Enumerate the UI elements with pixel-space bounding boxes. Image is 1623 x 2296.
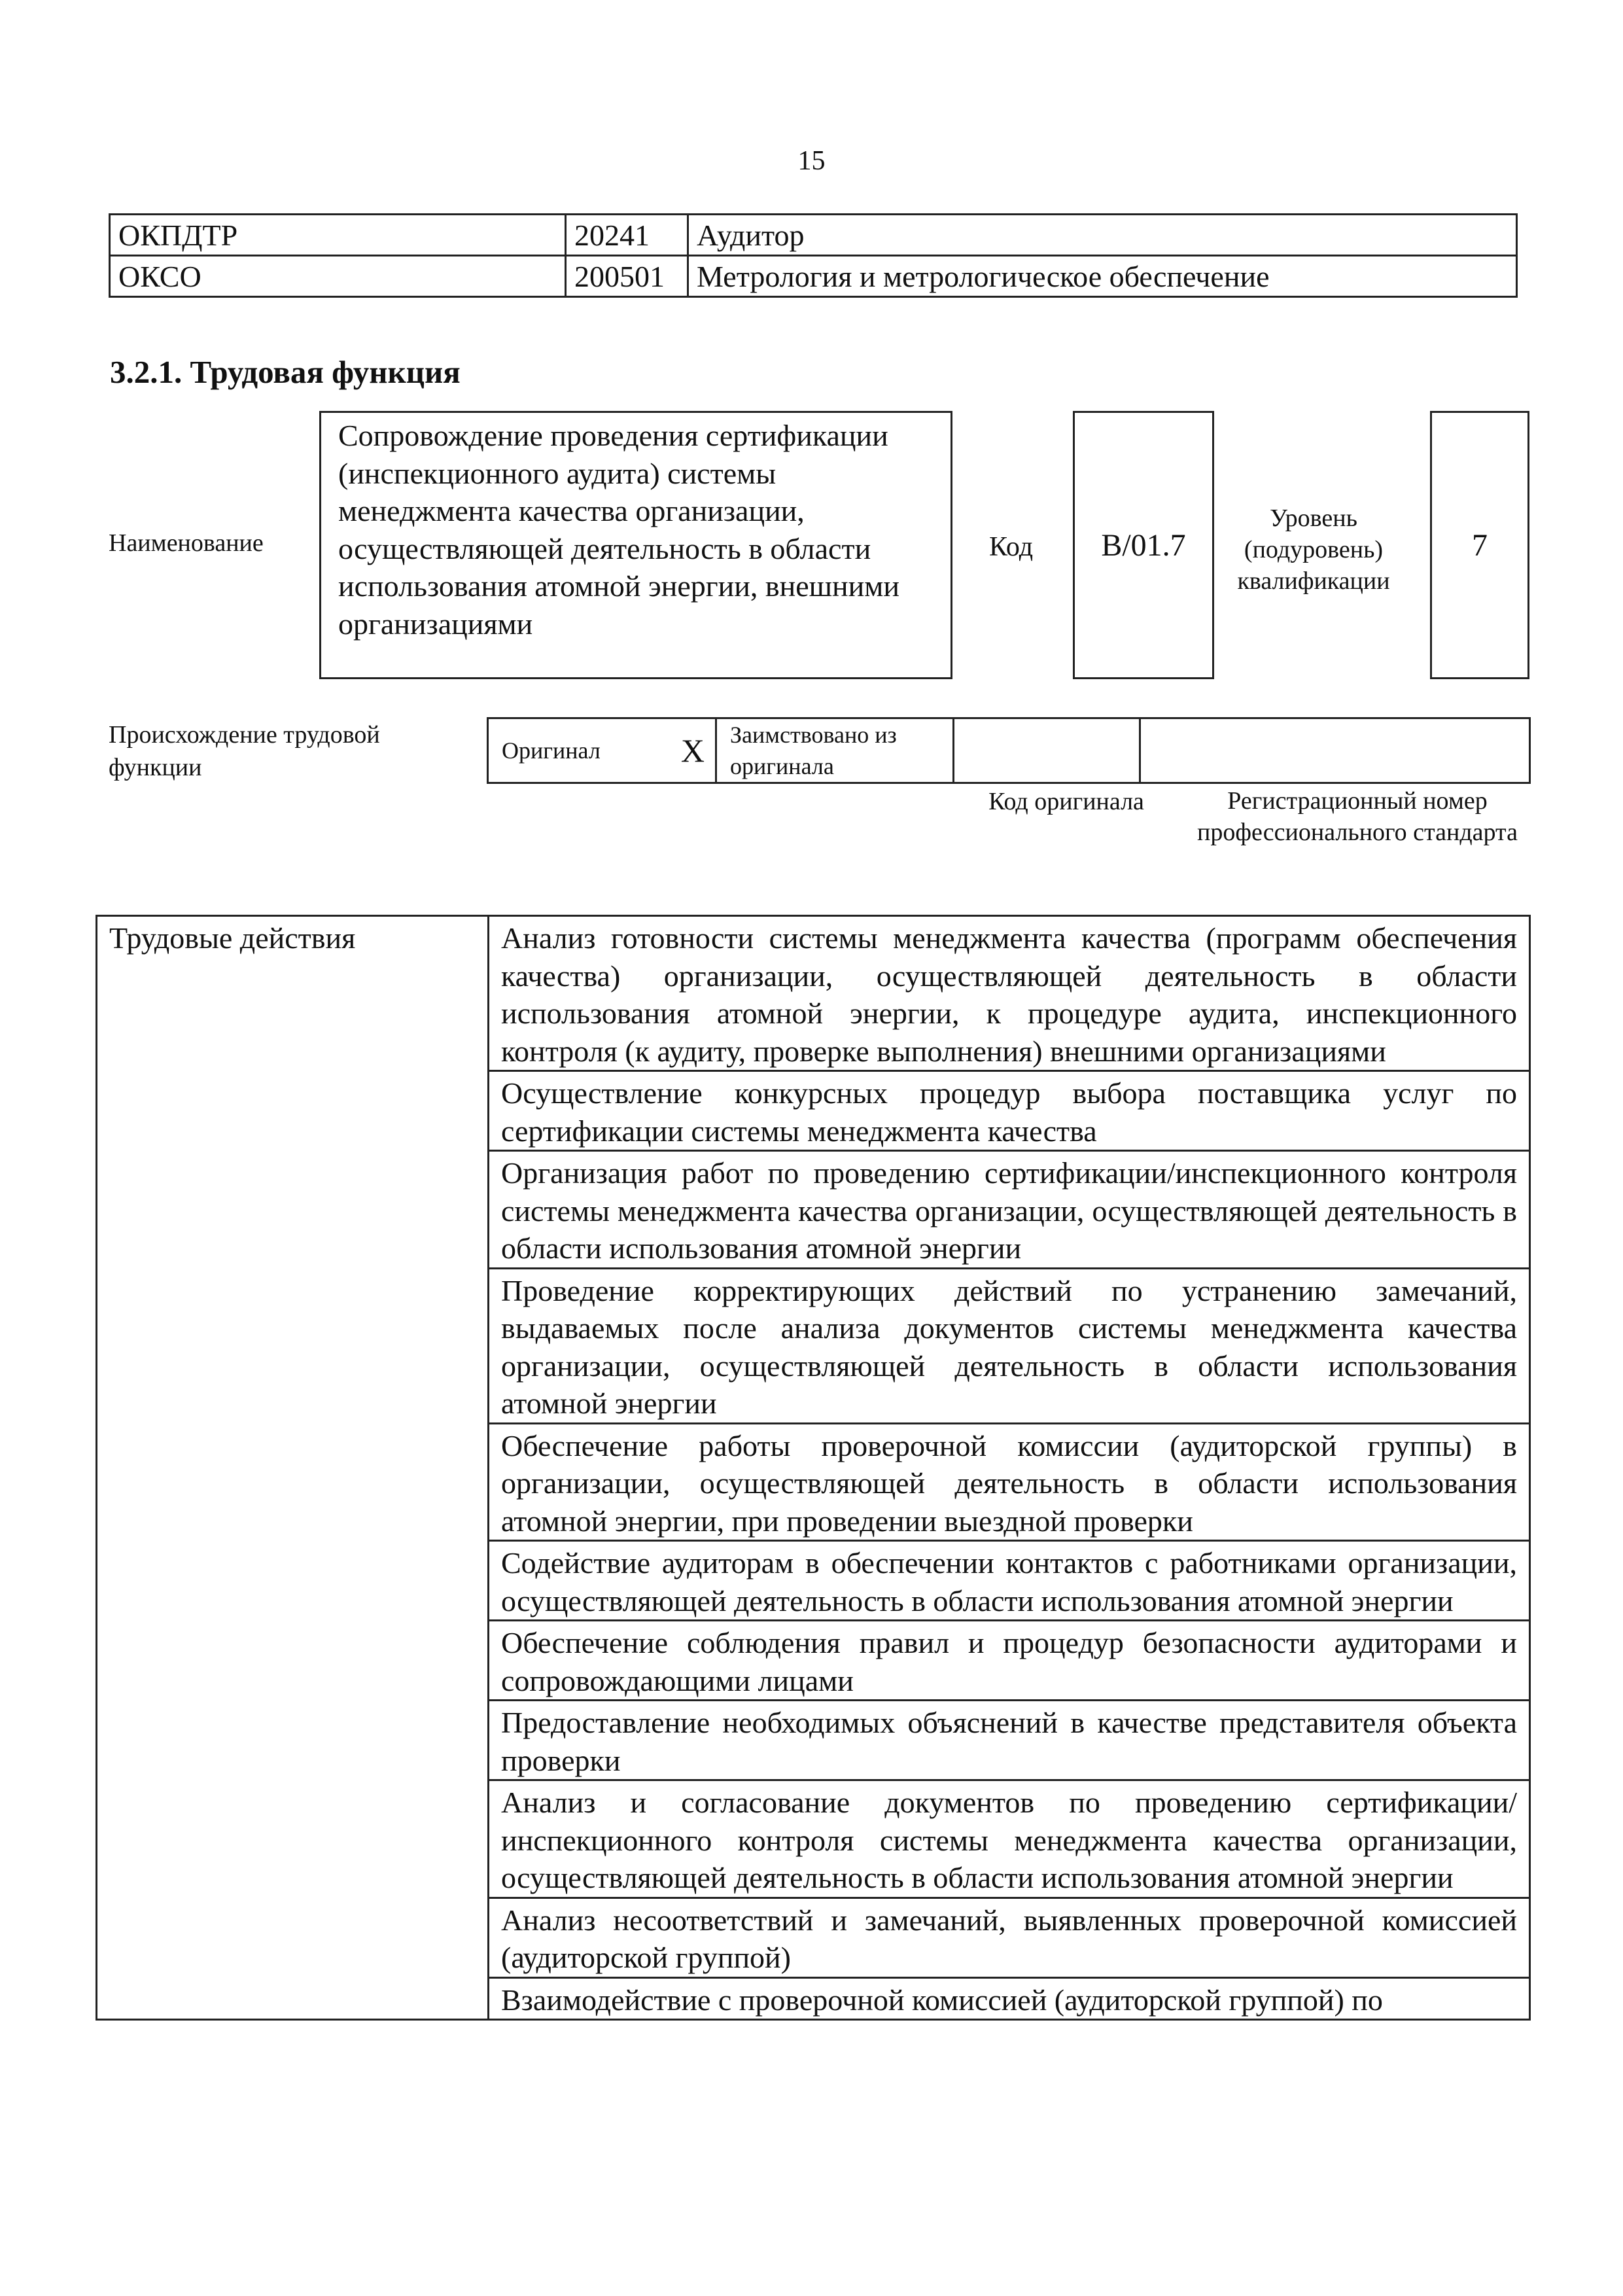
original-code-cell	[954, 718, 1140, 783]
original-mark: X	[652, 718, 716, 783]
original-code-caption: Код оригинала	[988, 788, 1144, 815]
page-number: 15	[797, 146, 826, 176]
labor-action-item: Проведение корректирующих действий по устранению замечаний, выдаваемых после анализа документов системы менеджмента качества организации, осуществляющей деятельность в области использования атомной энергии	[489, 1268, 1530, 1423]
labor-action-item: Организация работ по проведению сертификации/инспекционного контроля системы менеджмента качества организации, осуществляющей деятельность в области использования атомной энергии	[489, 1151, 1530, 1269]
classifier-codes-table	[109, 213, 1518, 298]
origin-table	[487, 717, 1531, 784]
function-code-text: B/01.7	[1101, 527, 1186, 563]
borrowed-label: Заимствовано из оригинала	[716, 718, 954, 783]
table-row	[110, 256, 1517, 297]
function-name-label: Наименование	[109, 529, 264, 557]
classifier-cell: ОКПДТР	[110, 215, 566, 256]
code-cell: 20241	[566, 215, 688, 256]
table-row	[110, 215, 1517, 256]
labor-action-item: Предоставление необходимых объяснений в качестве представителя объекта проверки	[489, 1701, 1530, 1780]
labor-action-item: Обеспечение работы проверочной комиссии (аудиторской группы) в организации, осуществляющей деятельность в области использования атомной энергии, при проведении выездной проверки	[489, 1423, 1530, 1541]
function-code-label: Код	[989, 532, 1034, 562]
labor-action-item: Содействие аудиторам в обеспечении контактов с работниками организации, осуществляющей деятельность в области использования атомной энергии	[489, 1541, 1530, 1621]
labor-actions-table	[96, 915, 1531, 2021]
name-cell: Аудитор	[688, 215, 1517, 256]
labor-action-item: Анализ и согласование документов по проведению сертификации/инспекционного контроля системы менеджмента качества организации, осуществляющей деятельность в области использования атомной энергии	[489, 1780, 1530, 1898]
registration-number-caption: Регистрационный номер профессионального стандарта	[1197, 787, 1518, 846]
function-code-value	[1073, 411, 1214, 679]
labor-action-item: Обеспечение соблюдения правил и процедур безопасности аудиторами и сопровождающими лицами	[489, 1621, 1530, 1701]
name-cell: Метрология и метрологическое обеспечение	[688, 256, 1517, 297]
labor-action-item: Анализ готовности системы менеджмента качества (программ обеспечения качества) организации, осуществляющей деятельность в области использования атомной энергии, к процедуре аудита, инспекционного контроля (к аудиту, проверке выполнения) внешними организациями	[489, 916, 1530, 1071]
code-cell: 200501	[566, 256, 688, 297]
table-row	[97, 916, 1530, 1071]
labor-action-item: Осуществление конкурсных процедур выбора поставщика услуг по сертификации системы менеджмента качества	[489, 1071, 1530, 1151]
original-label: Оригинал	[488, 718, 653, 783]
qualification-level-value	[1430, 411, 1529, 679]
table-row	[488, 718, 1530, 783]
labor-actions-header: Трудовые действия	[97, 916, 489, 2020]
section-title: 3.2.1. Трудовая функция	[110, 354, 461, 390]
registration-number-cell	[1140, 718, 1530, 783]
labor-action-item: Анализ несоответствий и замечаний, выявленных проверочной комиссией (аудиторской группой)	[489, 1898, 1530, 1977]
qualification-level-text: 7	[1472, 527, 1488, 563]
origin-label: Происхождение трудовой функции	[109, 721, 380, 781]
function-name-value: Сопровождение проведения сертификации (инспекционного аудита) системы менеджмента качества организации, осуществляющей деятельность в области использования атомной энергии, внешними организациями	[319, 411, 952, 679]
classifier-cell: ОКСО	[110, 256, 566, 297]
qualification-level-label: Уровень (подуровень) квалификации	[1237, 504, 1390, 595]
labor-action-item: Взаимодействие с проверочной комиссией (аудиторской группой) по	[489, 1977, 1530, 2020]
